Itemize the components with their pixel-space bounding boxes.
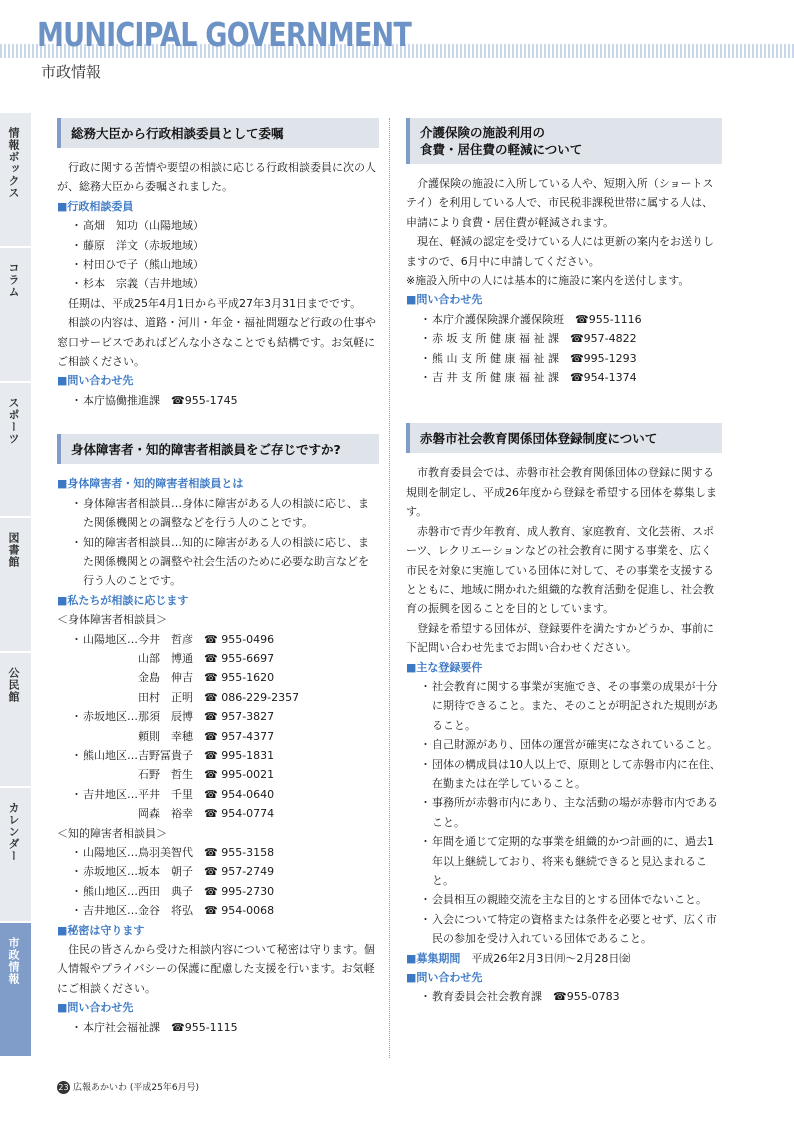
tab-calendar[interactable] (0, 788, 31, 922)
paragraph: 相談の内容は、道路・河川・年金・福祉問題など行政の仕事や窓口サービスであればどんな小さなことでも結構です。お気軽にご相談ください。 (57, 316, 376, 369)
section-title: MUNICIPAL GOVERNMENT (37, 15, 412, 54)
list-item: ・ 年間を通じて定期的な事業を組織的かつ計画的に、過去1年以上継続しており、将来も継続できると見込まれること。 (420, 832, 722, 890)
right-column (406, 118, 722, 1031)
contact-item: ・ 本庁社会福祉課 ☎955-1115 (71, 1018, 379, 1037)
article-disability-counselor (57, 434, 379, 1037)
tab-label: カレンダー (7, 802, 20, 862)
paragraph: 赤磐市で青少年教育、成人教育、家庭教育、文化芸術、スポーツ、レクリエーションなどの社会教育に関する事業を、広く市民を対象に実施している団体に対して、その事業を支援するとともに、地域に開かれた組織的な教育活動を促進し、社会教育の振興を図ることを目的としています。 (406, 524, 714, 616)
list-item: ・ 藤原 洋文（赤坂地域） (71, 236, 379, 255)
article-title-line: 介護保険の施設利用の (420, 125, 546, 140)
article-title: 総務大臣から行政相談委員として委嘱 (57, 118, 379, 148)
paragraph: 行政に関する苦情や要望の相談に応じる行政相談委員に次の人が、総務大臣から委嘱されました。 (57, 161, 376, 194)
tab-library[interactable] (0, 518, 31, 652)
list-caption: ＜身体障害者相談員＞ (57, 613, 167, 627)
intellectual-counselor-list (57, 843, 379, 921)
list-item: ・ 杉本 宗義（吉井地域） (71, 274, 379, 293)
subheading: ■問い合わせ先 (406, 293, 483, 307)
tab-label: コラム (7, 262, 20, 298)
note: ※施設入所中の人には基本的に施設に案内を送付します。 (406, 274, 690, 288)
list-item: 山部 博通 ☎ 955-6697 (83, 651, 275, 665)
list-item: ・ 事務所が赤磐市内にあり、主な活動の場が赤磐市内であること。 (420, 793, 722, 832)
contact-list (406, 310, 722, 388)
period-value: 平成26年2月3日㈪～2月28日㈮ (471, 951, 631, 965)
tab-community-center[interactable] (0, 653, 31, 787)
tab-sports[interactable] (0, 383, 31, 517)
paragraph: 介護保険の施設に入所している人や、短期入所（ショートステイ）を利用している人で、市民税非課税世帯に属する人は、申請により食費・居住費が軽減されます。 (406, 177, 714, 229)
list-item: ・ 社会教育に関する事業が実施でき、その事業の成果が十分に期待できること。また、そのことが明記された規則があること。 (420, 677, 722, 735)
paragraph: 任期は、平成25年4月1日から平成27年3月31日までです。 (68, 296, 362, 310)
contact-item: ・ 熊 山 支 所 健 康 福 祉 課 ☎995-1293 (420, 349, 722, 368)
list-item: ・ 山陽地区…今井 哲彦 ☎ 955-0496 (71, 630, 379, 649)
subheading: ■行政相談委員 (57, 199, 134, 213)
paragraph: 市教育委員会では、赤磐市社会教育関係団体の登録に関する規則を制定し、平成26年度から登録を希望する団体を募集します。 (406, 466, 717, 519)
tab-municipal-info[interactable] (0, 923, 31, 1057)
contact-item: ・ 赤 坂 支 所 健 康 福 祉 課 ☎957-4822 (420, 329, 722, 348)
subheading: ■問い合わせ先 (406, 971, 483, 985)
subheading: ■秘密は守ります (57, 923, 145, 937)
page-footer (57, 1080, 199, 1094)
subheading: ■身体障害者・知的障害者相談員とは (57, 477, 244, 491)
list-caption: ＜知的障害者相談員＞ (57, 826, 167, 840)
article-title: 身体障害者・知的障害者相談員をご存じですか? (57, 434, 379, 464)
contact-item: ・ 本庁介護保険課介護保険班 ☎955-1116 (420, 310, 722, 329)
tab-column[interactable] (0, 248, 31, 382)
requirement-list (406, 677, 722, 949)
list-item: ・ 自己財源があり、団体の運営が確実になされていること。 (420, 735, 722, 754)
list-item: ・ 身体障害者相談員…身体に障害がある人の相談に応じ、また関係機関との調整などを行う人のことです。 (71, 494, 379, 533)
contact-item: ・ 本庁協働推進課 ☎955-1745 (71, 391, 379, 410)
physical-counselor-list (57, 630, 379, 824)
tab-label: 市政情報 (7, 937, 20, 985)
definition-list (57, 494, 379, 591)
article-social-education (406, 423, 722, 1006)
contact-list (57, 391, 379, 410)
tab-label: 公民館 (7, 667, 20, 703)
article-consultation-commissioner (57, 118, 379, 410)
tab-label: スポーツ (7, 397, 20, 445)
list-item: ・ 吉井地区…金谷 将弘 ☎ 954-0068 (71, 901, 379, 920)
list-item: ・ 村田ひで子（熊山地域） (71, 255, 379, 274)
list-item: 岡森 裕幸 ☎ 954-0774 (83, 807, 275, 821)
contact-list (406, 987, 722, 1006)
contact-item: ・ 吉 井 支 所 健 康 福 祉 課 ☎954-1374 (420, 368, 722, 387)
list-item: ・ 熊山地区…吉野冨貴子 ☎ 995-1831 (71, 746, 379, 765)
list-item: ・ 高畑 知功（山陽地域） (71, 216, 379, 235)
list-item: ・ 熊山地区…西田 典子 ☎ 995-2730 (71, 882, 379, 901)
member-list (57, 216, 379, 294)
list-item: ・ 会員相互の親睦交流を主な目的とする団体でないこと。 (420, 890, 722, 909)
subheading: ■問い合わせ先 (57, 374, 134, 388)
list-item: ・ 赤坂地区…那須 辰博 ☎ 957-3827 (71, 707, 379, 726)
left-column (57, 118, 379, 1061)
list-item: 石野 哲生 ☎ 995-0021 (83, 768, 275, 782)
tab-label: 図書館 (7, 532, 20, 568)
column-divider (389, 118, 390, 1058)
list-item: 金島 伸吉 ☎ 955-1620 (83, 671, 275, 685)
article-care-insurance (406, 118, 722, 387)
paragraph: 現在、軽減の認定を受けている人には更新の案内をお送りしますので、6月中に申請してください。 (406, 235, 714, 268)
tab-label: 情報ボックス (7, 127, 20, 199)
subheading: ■私たちが相談に応じます (57, 593, 189, 607)
article-title: 赤磐市社会教育関係団体登録制度について (406, 423, 722, 453)
subheading: ■主な登録要件 (406, 660, 483, 674)
tab-info-box[interactable] (0, 113, 31, 247)
paragraph: 住民の皆さんから受けた相談内容について秘密は守ります。個人情報やプライバシーの保護に配慮した支援を行います。お気軽にご相談ください。 (57, 943, 375, 995)
article-title (406, 118, 722, 164)
section-subtitle: 市政情報 (41, 63, 102, 81)
period-line (406, 949, 722, 968)
subheading: ■問い合わせ先 (57, 1001, 134, 1015)
subheading: ■募集期間 (406, 951, 461, 965)
paragraph: 登録を希望する団体が、登録要件を満たすかどうか、事前に下記問い合わせ先までお問い合わせください。 (406, 621, 714, 655)
contact-list (57, 1018, 379, 1037)
list-item: ・ 団体の構成員は10人以上で、原則として赤磐市内に在住、在勤または在学していること。 (420, 755, 722, 794)
article-title-line: 食費・居住費の軽減について (420, 142, 583, 157)
list-item: ・ 山陽地区…鳥羽美智代 ☎ 955-3158 (71, 843, 379, 862)
list-item: ・ 吉井地区…平井 千里 ☎ 954-0640 (71, 785, 379, 804)
list-item: 頼則 幸穂 ☎ 957-4377 (83, 729, 275, 743)
list-item: ・ 入会について特定の資格または条件を必要とせず、広く市民の参加を受け入れている団体であること。 (420, 910, 722, 949)
list-item: ・ 知的障害者相談員…知的に障害がある人の相談に応じ、また関係機関との調整や社会生活のために必要な助言などを行う人のことです。 (71, 533, 379, 591)
list-item: ・ 赤坂地区…坂本 朝子 ☎ 957-2749 (71, 862, 379, 881)
contact-item: ・ 教育委員会社会教育課 ☎955-0783 (420, 987, 722, 1006)
page-number: 23 (58, 1083, 69, 1092)
publication-name: 広報あかいわ (平成25年6月号) (73, 1083, 200, 1093)
list-item: 田村 正明 ☎ 086-229-2357 (83, 690, 300, 704)
